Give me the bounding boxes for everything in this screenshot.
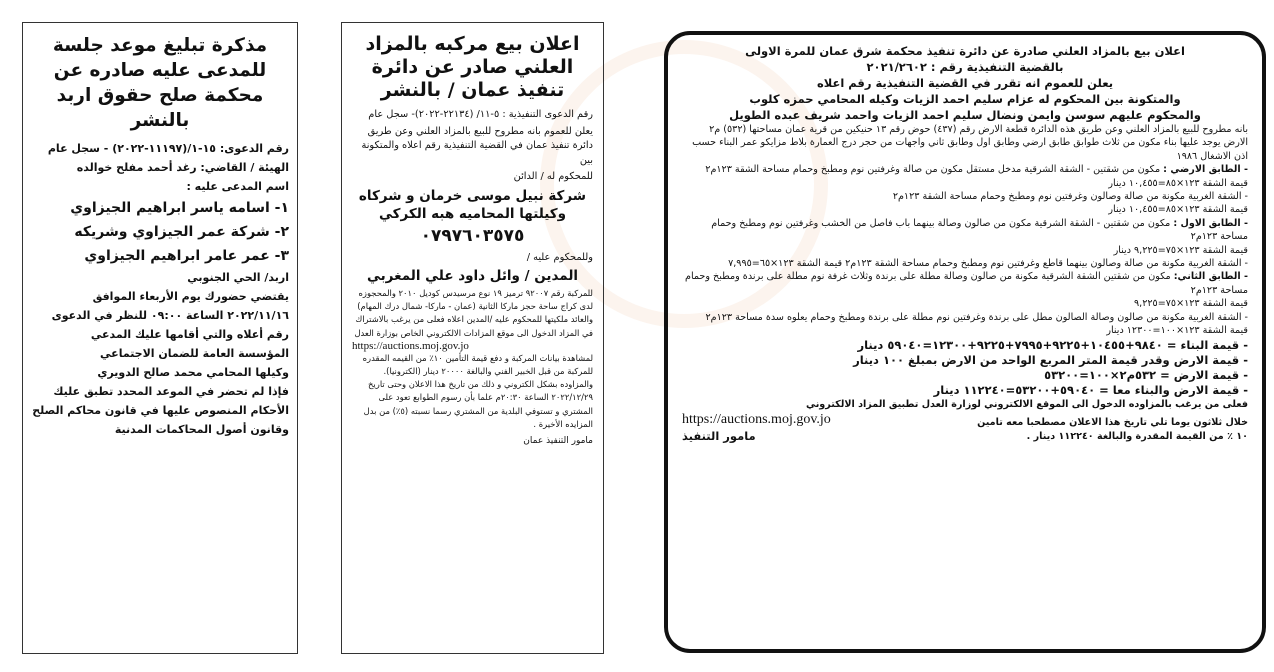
notice2-debtor: المدين / وائل داود علي المغربي [366, 268, 579, 284]
notice1-header-line: اعلان بيع بالمزاد العلني صادرة عن دائرة تنفيذ محكمة شرق عمان للمرة الاولى [745, 44, 1185, 58]
notice2-phone: ٠٧٩٧٦٠٣٥٧٥ [420, 225, 525, 246]
notice3-defendant: ١- اسامه ياسر ابراهيم الجيزاوي [70, 200, 289, 216]
notice1-detail-text: مكون من شقتين - الشقة الشرقية مدخل مستقل مكون من صالة وغرفتين نوم ومطبخ وحمام مساحة الشقة ١٢٣م٢ [705, 164, 1164, 176]
notice1-detail-heading: - الطابق الاول : [1173, 217, 1248, 229]
notice3-defendants-label: اسم المدعى عليه : [186, 180, 289, 193]
notice1-detail-line [682, 190, 1248, 203]
notice1-detail-text: - الشقة الغربية مكونة من صالة وصالون وغرفتين نوم ومطبخ وحمام مساحة الشقة ١٢٣م٢ [892, 191, 1248, 203]
notice1-detail-line [682, 324, 1248, 337]
notice1-detail-text: قيمة الشقة ١٢٣×٨٥=١٠,٤٥٥ دينار [1108, 204, 1248, 216]
notice1-detail-text: قيمة الشقة ١٢٣×٧٥=٩,٢٢٥ دينار [1113, 244, 1248, 256]
notice3-plaintiff: المؤسسة العامة للضمان الاجتماعي [100, 347, 289, 360]
notice1-detail-line [682, 297, 1248, 310]
notice1-footer3: ١٠ ٪ من القيمة المقدرة والبالغة ١١٢٢٤٠ دينار . [1026, 430, 1248, 442]
notice2-case-number: رقم الدعوى التنفيذية : ٥-١١/ (٢٢١٣٤-٢٠٢٢)- سجل عام [368, 109, 593, 120]
notice1-detail-text: مكون من شقتين - الشقة الشرقية مكون من صالون وصالة بينهما باب فاصل من الخشب وغرفتين نوم ومطبخ وحمام مساحة ١٢٣م٢ [711, 217, 1248, 243]
notice2-body: للمركبة رقم ٩٢٠٠٧ ترميز ١٩ نوع مرسيدس كوديل ٢٠١٠ والمحجوزه لدى كراج ساحة حجز ماركا الثانية (عمان - ماركا- شمال درك المهام) والعائد ملكيتها للمحكوم عليه /المدين اعلاه فعلى من يرغب بالاشتراك في المزاد الدخول الى موقع المزادات الالكتروني الخاص بوزارة العدل [354, 288, 593, 338]
notice1-detail-text: - الشقة الغربية مكونة من صالة وصالون بينهما قاطع وغرفتين نوم ومطبخ وحمام مساحة الشقة ١٢٣م٢ قيمة الشقة ١٢٣×٦٥=٧,٩٩٥ [728, 258, 1248, 270]
notice1-total-line: - قيمة الارض = ٥٣٢م٢×١٠٠=٥٣٢٠٠ [1044, 367, 1248, 382]
notice3-judge: الهيئة / القاضي: رغد أحمد مفلح خوالده [76, 161, 289, 174]
notice1-detail-text: قيمة الشقة ١٢٣×١٠٠=١٢٣٠٠ دينار [1106, 325, 1248, 337]
notice1-detail-line [682, 203, 1248, 216]
notice3-defendant: ٣- عمر عامر ابراهيم الجيزاوي [84, 248, 289, 264]
notice3-defendant: ٢- شركة عمر الجيزاوي وشريكه [74, 224, 289, 240]
notice2-title: اعلان بيع مركبه بالمزاد العلني صادر عن دائرة تنفيذ عمان / بالنشر [365, 33, 580, 101]
notice1-total-line: - قيمة الارض والبناء معا = ٥٩٠٤٠+٥٣٢٠٠=١١٢٢٤٠ دينار [933, 382, 1248, 397]
notice-vehicle-auction [341, 22, 604, 654]
notice2-auction-link[interactable]: https://auctions.moj.gov.jo [352, 339, 469, 352]
notice1-detail-line [682, 270, 1248, 297]
notice1-url-row [682, 411, 1248, 429]
notice1-subheader-line: والمتكونة بين المحكوم له عزام سليم احمد الزيات وكيله المحامي حمزه كلوب [749, 92, 1181, 106]
notice2-signature: مامور التنفيذ عمان [523, 436, 593, 447]
notice-land-auction [664, 31, 1266, 653]
notice1-detail-line [682, 257, 1248, 270]
notice2-creditor: شركة نبيل موسى خرمان و شركاه وكيلتها المحاميه هبه الكركي [358, 187, 587, 222]
notice1-last-row [682, 429, 1248, 443]
notice1-auction-link[interactable]: https://auctions.moj.gov.jo [682, 411, 831, 427]
notice1-detail-text: - الشقة الغربية مكونة من صالون وصالة الصالون مطل على برندة وغرفتين نوم مطلة على برندة ومطبخ وحمام يعلوه سدة مساحة ١٢٣م٢ [705, 311, 1248, 323]
notice1-intro: بانه مطروح للبيع بالمزاد العلني وعن طريق هذه الدائرة قطعة الارض رقم (٤٣٧) حوض رقم ١٣ حنيكين من قرية عمان مساحتها (٥٣٢) م٢ الارض يوجد عليها بناء مكون من ثلاث طوابق طابق ارضي وطابق اول وطابق ثاني واجهات من حجر درج العمارة بلاط مزايكو عمر البناء حسب اذن الاشغال ١٩٨٦ [692, 124, 1248, 162]
notice1-details [682, 163, 1248, 337]
notice3-address: اربد/ الحي الجنوبي [187, 271, 289, 284]
notice1-footer2: خلال ثلاثون يوما تلي تاريخ هذا الاعلان مصطحبا معه تامين [977, 416, 1248, 428]
notice1-detail-heading: - الطابق الثاني: [1173, 271, 1248, 283]
notice1-header-line: بالقضية التنفيذية رقم : ٢٠٢١/٢٦٠٢ [866, 60, 1064, 74]
notice2-creditor-label: للمحكوم له / الدائن [513, 171, 593, 182]
notice1-detail-text: مكون من شقتين الشقة الشرقية مكونة من صالون وصالة مطلة على برندة وثلاث غرفة نوم مطلة على برندة ومطبخ وحمام مساحة ١٢٣م٢ [685, 271, 1248, 296]
notice1-detail-line [682, 177, 1248, 190]
notice1-detail-line [682, 217, 1248, 244]
notice2-intro: يعلن للعموم بانه مطروح للبيع بالمزاد العلني وعن طريق دائرة تنفيذ عمان في القضية التنفيذية رقم اعلاه والمتكونة بين [361, 125, 593, 166]
notice1-signature: مامور التنفيذ [682, 428, 756, 443]
notice1-footer: فعلى من يرغب بالمزاوده الدخول الى الموقع الالكتروني لوزارة العدل تطبيق المزاد الالكتروني [805, 398, 1248, 410]
notice1-detail-text: قيمة الشقة ١٢٣×٧٥=٩,٢٢٥ [1134, 298, 1248, 310]
notice3-lawyer: وكيلها المحامي محمد صالح الدويري [97, 366, 289, 379]
notice1-subheader-line: والمحكوم عليهم سوسن وايمن ونضال سليم احمد الزيات واحمد شريف عبده الطويل [729, 108, 1201, 122]
notice3-case-number: رقم الدعوى: ١٥-١/(١١١٩٧-٢٠٢٢) - سجل عام [47, 142, 289, 155]
notice1-detail-heading: - الطابق الارضي : [1163, 164, 1248, 176]
notice3-closing: فإذا لم تحضر في الموعد المحدد تطبق عليك الأحكام المنصوص عليها في قانون محاكم الصلح وقانون أصول المحاكمات المدنية [32, 385, 289, 436]
notice1-total-line: - قيمة البناء = ٩٨٤٠+١٠٤٥٥+٩٢٢٥+٧٩٩٥+٩٢٢٥+١٢٣٠٠=٥٩٠٤٠ دينار [857, 337, 1248, 352]
notice1-total-line: - قيمة الارض وقدر قيمة المتر المربع الواحد من الارض بمبلغ ١٠٠ دينار [853, 352, 1248, 367]
notice1-subheader-line: يعلن للعموم انه تقرر في القضية التنفيذية رقم اعلاه [816, 76, 1114, 90]
notice1-detail-text: قيمة الشقة ١٢٣×٨٥=١٠,٤٥٥ دينار [1108, 177, 1248, 189]
notice3-title: مذكرة تبليغ موعد جلسة للمدعى عليه صادره عن محكمة صلح حقوق اربد بالنشر [52, 35, 268, 131]
notice2-body2: لمشاهدة بيانات المركبة و دفع قيمة التأمين ١٠٪ من القيمه المقدره للمركبة من قبل الخبير الفني والبالغة ٢٠٠٠٠ دينار (الكترونيا). والمزاوده بشكل الكتروني و ذلك من تاريخ هذا الاعلان وحتى تاريخ ٢٠٢٢/١٢/٢٩ الساعة ٢٠:٣٠م علما بأن رسوم الطوابع تعود على المشتري و تستوفي البلدية من المشتري رسما نسبته (٥٪) من بدل المزايده الأخيرة . [362, 352, 593, 429]
notice1-detail-line [682, 244, 1248, 257]
notice2-debtor-label: وللمحكوم عليه / [526, 251, 593, 263]
notice-court-summons [22, 22, 298, 654]
notice1-detail-line [682, 163, 1248, 176]
notice1-detail-line [682, 311, 1248, 324]
notice3-body: يقتضي حضورك يوم الأربعاء الموافق ٢٠٢٢/١١/١٦ الساعة ٠٩:٠٠ للنظر في الدعوى رقم أعلاه والتي أقامها عليك المدعي [51, 290, 289, 341]
